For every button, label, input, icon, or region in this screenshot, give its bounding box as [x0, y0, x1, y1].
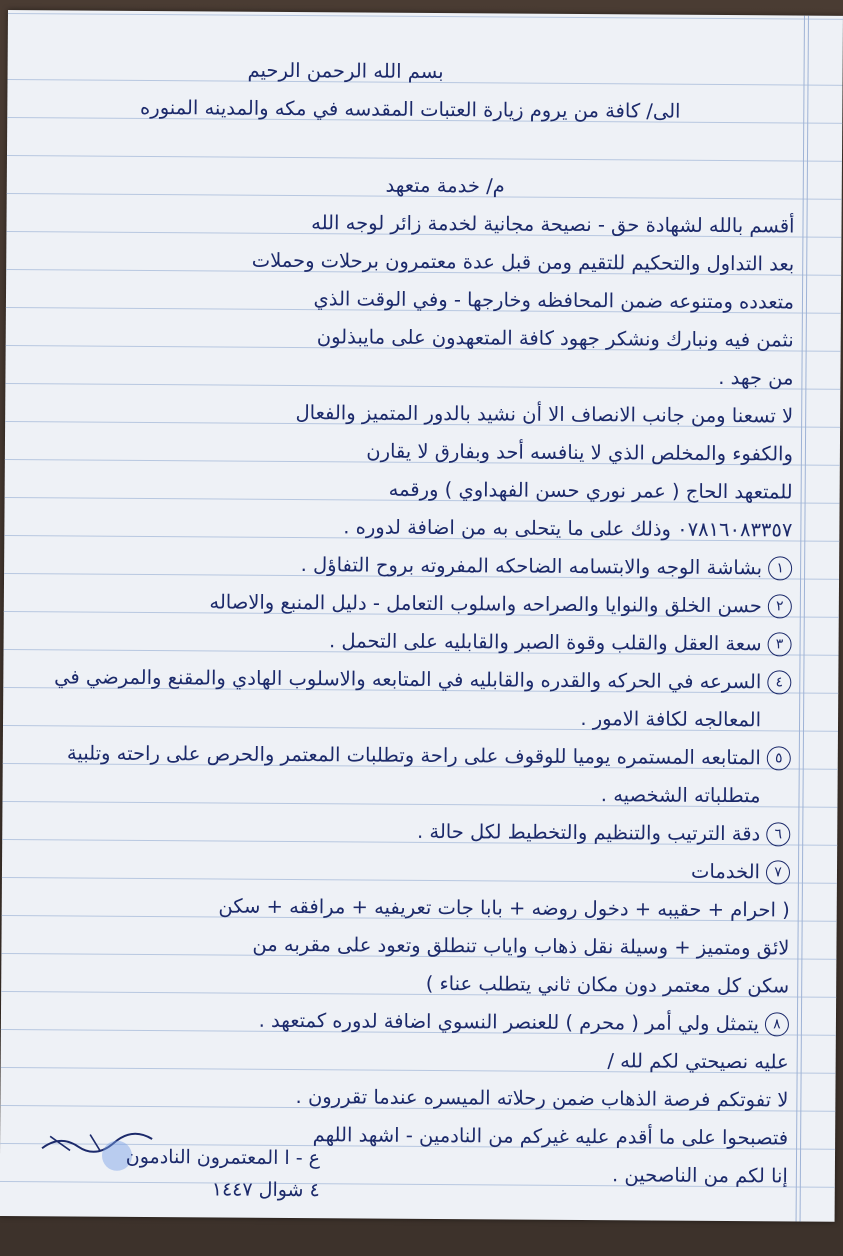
body-line: أقسم بالله لشهادة حق - نصيحة مجانية لخدمة زائر لوجه الله — [311, 211, 795, 238]
body-line: متعدده ومتنوعه ضمن المحافظه وخارجها - وفي الوقت الذي — [313, 287, 795, 314]
item-text: يتمثل ولي أمر ( محرم ) للعنصر النسوي اضافة لدوره كمتعهد . — [258, 1008, 760, 1036]
services-line: ( احرام + حقيبه + دخول روضه + بابا جات تعريفيه + مرافقه + سكن — [218, 894, 790, 922]
item-number: ١ — [768, 556, 792, 580]
item-number: ٨ — [765, 1012, 789, 1036]
item-text: المتابعه المستمره يوميا للوقوف على راحة وتطلبات المعتمر والحرص على راحته وتلبية متطلباته الشخصيه . — [66, 741, 761, 808]
closing-line: عليه نصيحتي لكم لله / — [607, 1049, 789, 1074]
closing-line: فتصبحوا على ما أقدم عليه غيركم من النادمين - اشهد اللهم — [312, 1123, 789, 1150]
closing-line: إنا لكم من الناصحين . — [611, 1163, 788, 1188]
services-line: لائق ومتميز + وسيلة نقل ذهاب واياب تنطلق وتعود على مقربه من — [252, 932, 790, 960]
body-line: نثمن فيه ونبارك ونشكر جهود كافة المتعهدون على مايبذلون — [316, 325, 794, 352]
subject-line: م/ خدمة متعهد — [385, 173, 505, 198]
item-number: ٥ — [767, 746, 791, 770]
body-line: بعد التداول والتحكيم للتقيم ومن قبل عدة معتمرون برحلات وحملات — [251, 248, 795, 276]
signature-name: ع - ا المعتمرون النادمون — [125, 1145, 321, 1170]
body-line: للمتعهد الحاج ( عمر نوري حسن الفهداوي ) ورقمه — [388, 477, 793, 504]
item-number: ٤ — [767, 670, 791, 694]
notebook-page — [0, 10, 843, 1222]
item-number: ٧ — [766, 860, 790, 884]
body-line: والكفوء والمخلص الذي لا ينافسه أحد وبفارق لا يقارن — [366, 439, 793, 466]
body-line: من جهد . — [718, 365, 794, 390]
margin-line-secondary — [800, 16, 809, 1222]
list-item — [20, 734, 791, 815]
item-text: السرعه في الحركه والقدره والقابليه في المتابعه والاسلوب الهادي والمقنع والمرضي في المعالجه لكافة الامور . — [54, 665, 762, 732]
list-item — [22, 544, 792, 587]
item-number: ٦ — [766, 822, 790, 846]
basmala: بسم الله الرحمن الرحيم — [247, 58, 444, 84]
list-item — [22, 582, 792, 625]
list-item — [20, 848, 790, 891]
item-text: الخدمات — [690, 859, 761, 884]
closing-line: لا تفوتكم فرصة الذهاب ضمن رحلاته الميسره عندما تقررون . — [295, 1085, 789, 1112]
item-text: بشاشة الوجه والابتسامه الضاحكه المفروته بروح التفاؤل . — [300, 553, 763, 580]
item-text: دقة الترتيب والتنظيم والتخطيط لكل حالة . — [416, 819, 761, 846]
list-item — [21, 658, 792, 739]
signature-date: ٤ شوال ١٤٤٧ — [211, 1178, 320, 1202]
list-item — [21, 620, 791, 663]
item-number: ٣ — [768, 632, 792, 656]
addressee-line: الى/ كافة من يروم زيارة العتبات المقدسه في مكه والمدينه المنوره — [140, 95, 681, 123]
list-item — [19, 1000, 789, 1043]
body-line: لا تسعنا ومن جانب الانصاف الا أن نشيد بالدور المتميز والفعال — [295, 401, 794, 428]
item-number: ٢ — [768, 594, 792, 618]
list-item — [20, 810, 790, 853]
item-text: حسن الخلق والنوايا والصراحه واسلوب التعامل - دليل المنبع والاصاله — [209, 590, 762, 618]
body-line: ٠٧٨١٦٠٨٣٣٥٧ وذلك على ما يتحلى به من اضافة لدوره . — [343, 515, 793, 542]
handwritten-letter — [18, 50, 796, 1195]
services-line: سكن كل معتمر دون مكان ثاني يتطلب عناء ) — [425, 971, 790, 998]
item-text: سعة العقل والقلب وقوة الصبر والقابليه على التحمل . — [328, 629, 762, 656]
signature-block — [20, 1140, 320, 1206]
